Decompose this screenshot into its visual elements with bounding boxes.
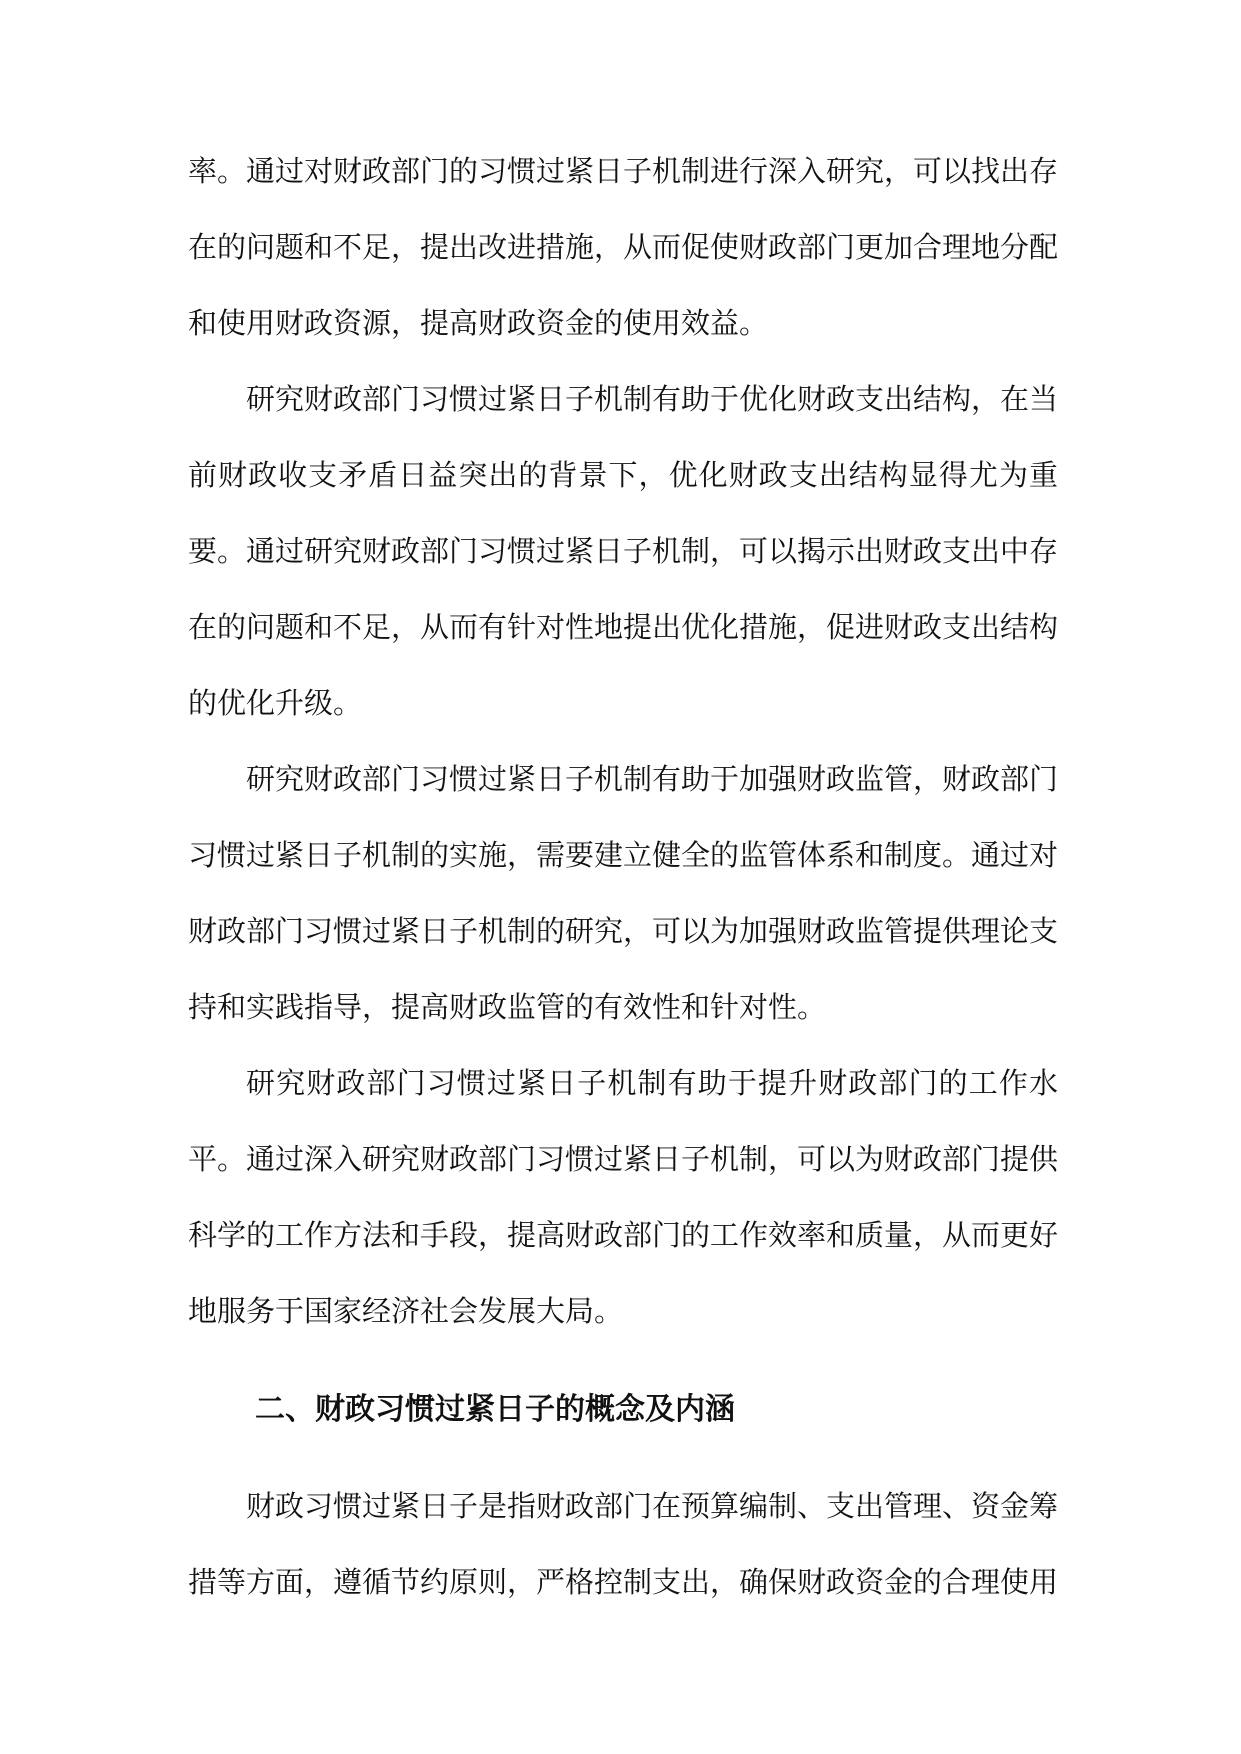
paragraph-3: 研究财政部门习惯过紧日子机制有助于加强财政监管，财政部门习惯过紧日子机制的实施，需要建立健全的监管体系和制度。通过对财政部门习惯过紧日子机制的研究，可以为加强财政监管提供理论支持和实践指导，提高财政监管的有效性和针对性。 <box>188 762 1059 1024</box>
paragraph-2: 研究财政部门习惯过紧日子机制有助于优化财政支出结构，在当前财政收支矛盾日益突出的背景下，优化财政支出结构显得尤为重要。通过研究财政部门习惯过紧日子机制，可以揭示出财政支出中存在的问题和不足，从而有针对性地提出优化措施，促进财政支出结构的优化升级。 <box>188 382 1059 720</box>
body-text-top <box>188 133 1058 1349</box>
paragraph-5: 财政习惯过紧日子是指财政部门在预算编制、支出管理、资金筹措等方面，遵循节约原则，严格控制支出，确保财政资金的合理使用 <box>188 1489 1059 1599</box>
section-heading: 二、财政习惯过紧日子的概念及内涵 <box>255 1392 735 1427</box>
paragraph-4: 研究财政部门习惯过紧日子机制有助于提升财政部门的工作水平。通过深入研究财政部门习惯过紧日子机制，可以为财政部门提供科学的工作方法和手段，提高财政部门的工作效率和质量，从而更好地服务于国家经济社会发展大局。 <box>188 1066 1059 1328</box>
paragraph-1: 率。通过对财政部门的习惯过紧日子机制进行深入研究，可以找出存在的问题和不足，提出改进措施，从而促使财政部门更加合理地分配和使用财政资源，提高财政资金的使用效益。 <box>188 154 1059 340</box>
body-text-bottom <box>188 1468 1058 1620</box>
